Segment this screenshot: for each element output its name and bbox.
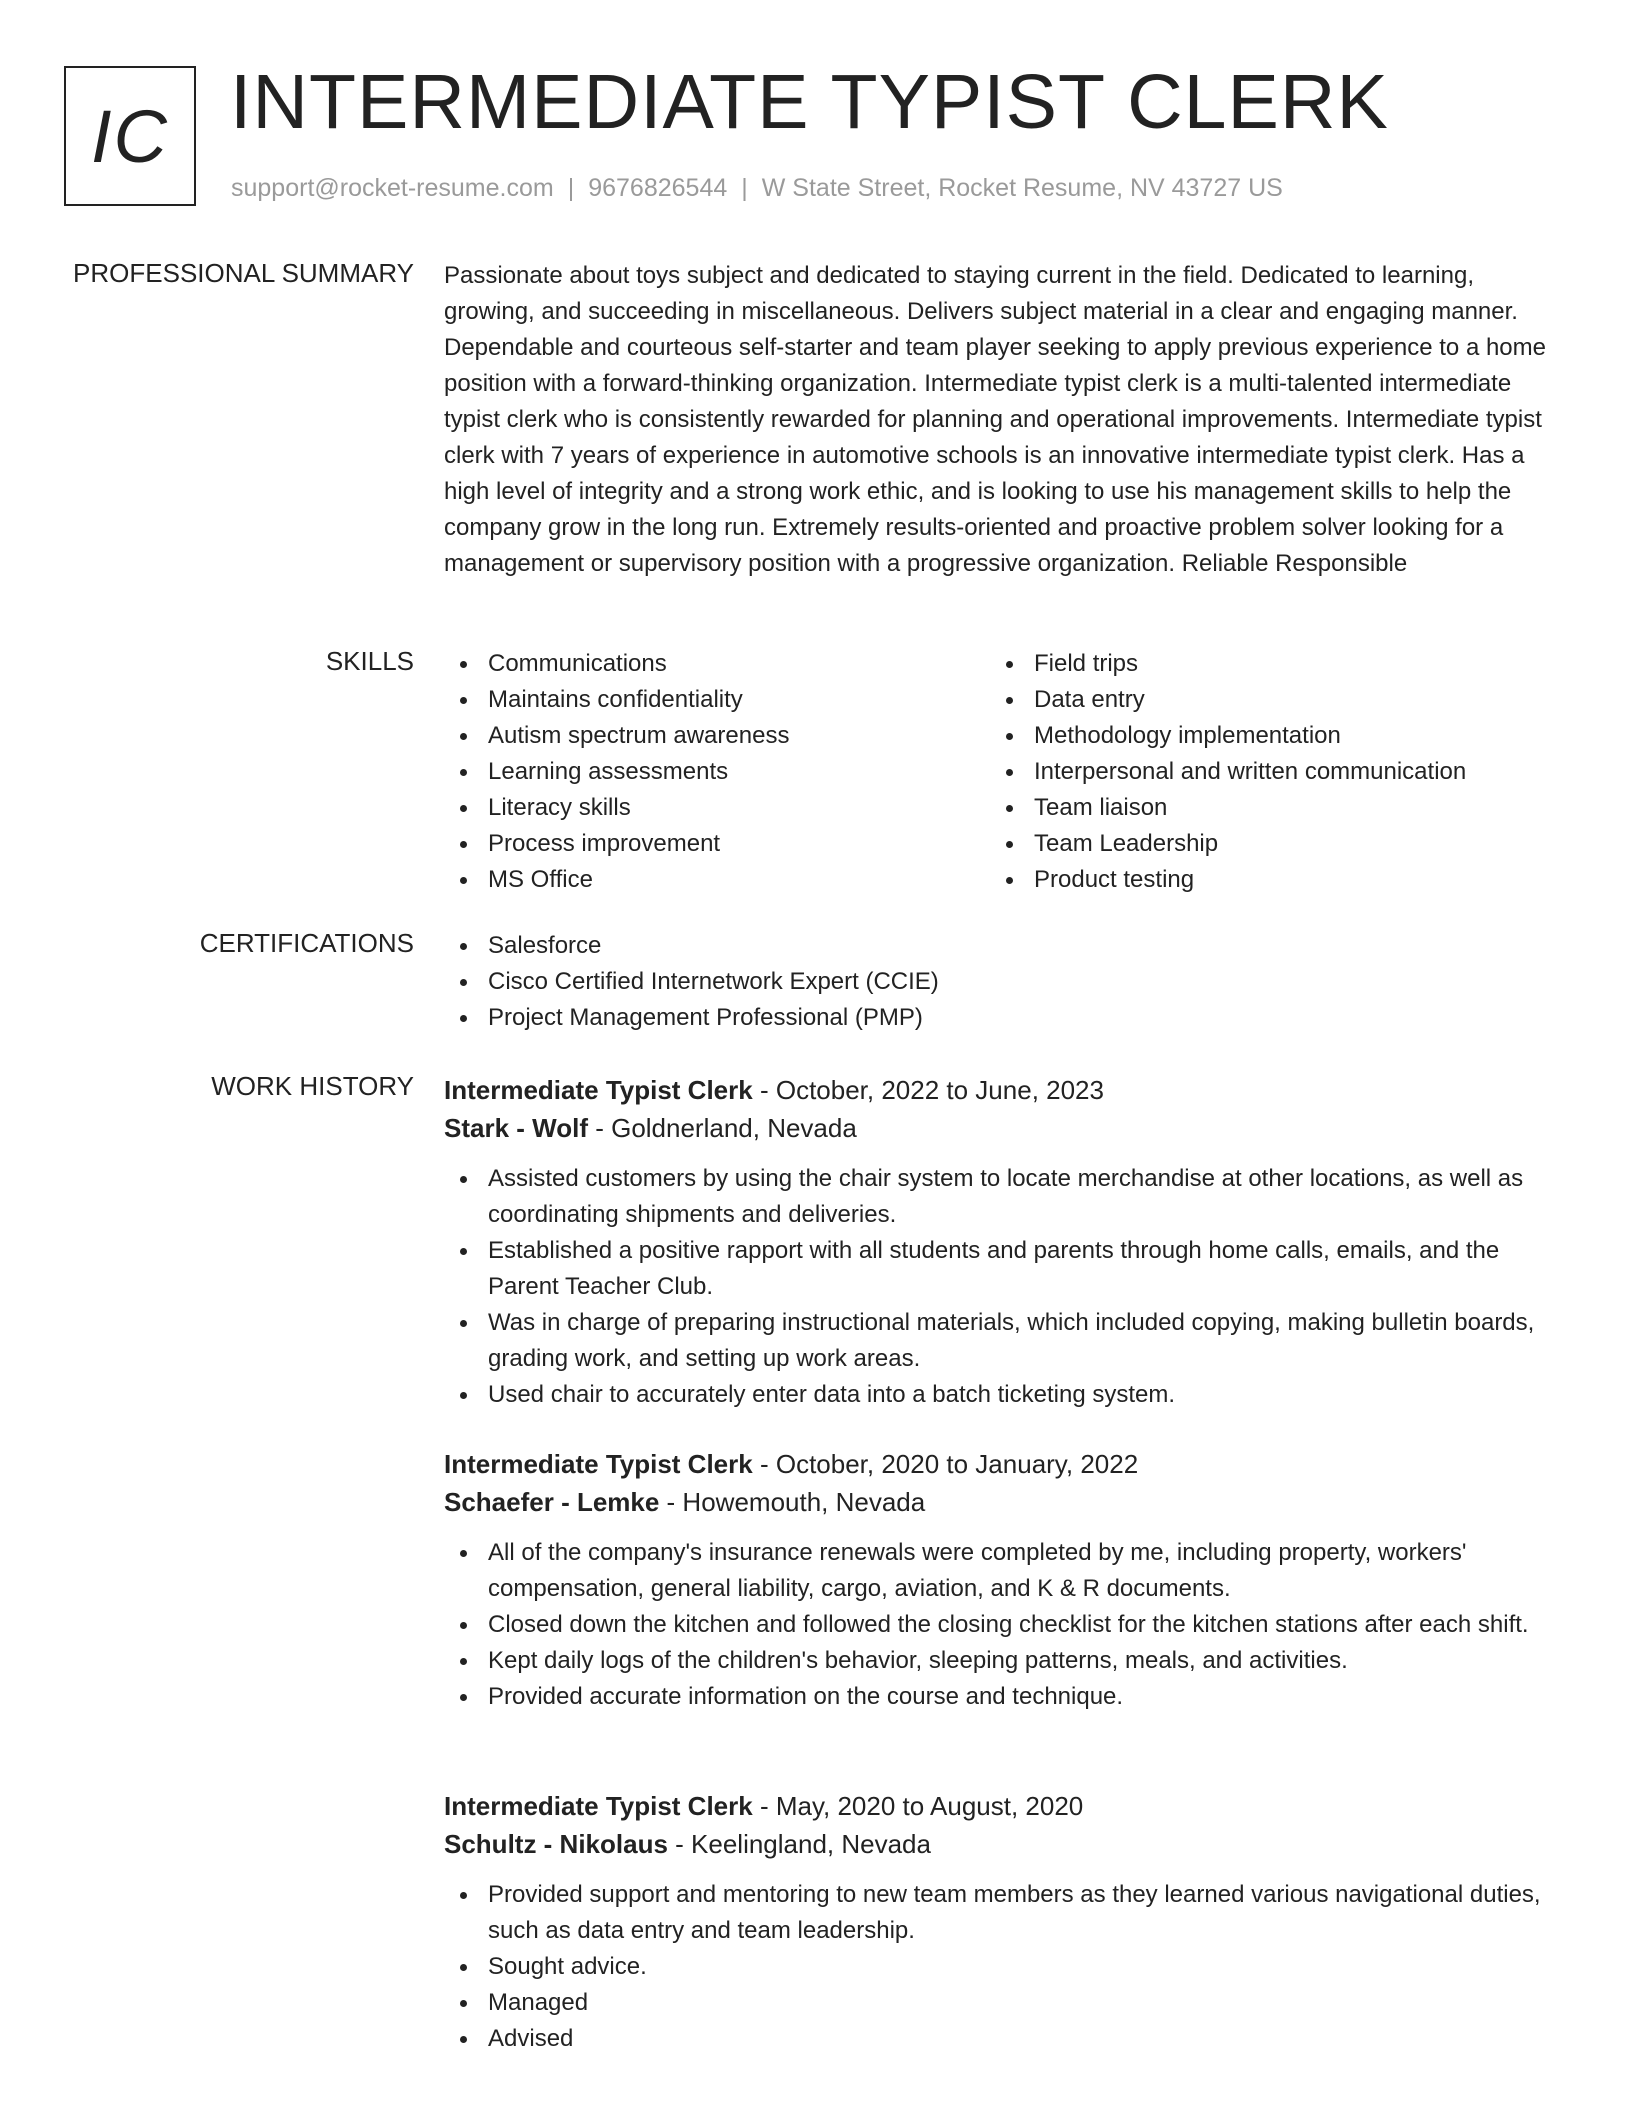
skills-list-right [990,646,1536,898]
company-line [444,1109,1554,1147]
skill-item: Team Leadership [990,826,1536,862]
company-location: - Howemouth, Nevada [659,1487,926,1517]
job-bullets [444,1161,1554,1413]
contact-separator: | [741,174,748,202]
skill-item: Learning assessments [444,754,990,790]
monogram-initials: IC [91,94,169,178]
job-title: Intermediate Typist Clerk [444,1791,753,1821]
job-bullet: Was in charge of preparing instructional materials, which included copying, making bulletin boards, grading work, and setting up work areas. [444,1305,1554,1377]
job-title-line [444,1445,1554,1483]
section-label-certifications: CERTIFICATIONS [199,928,414,958]
company-location: - Keelingland, Nevada [667,1829,931,1859]
certification-item: Cisco Certified Internetwork Expert (CCIE) [444,964,1554,1000]
certification-item: Project Management Professional (PMP) [444,1000,1554,1036]
skills-list-left [444,646,990,898]
contact-line [231,174,1283,203]
company-line [444,1483,1554,1521]
job-bullets [444,1877,1554,2057]
contact-phone: 9676826544 [588,174,728,202]
job-bullet: Provided accurate information on the course and technique. [444,1679,1554,1715]
skill-item: Maintains confidentiality [444,682,990,718]
job-dates: - May, 2020 to August, 2020 [752,1791,1084,1821]
company-location: - Goldnerland, Nevada [587,1113,857,1143]
job-bullet: Assisted customers by using the chair system to locate merchandise at other locations, as well as coordinating shipments and deliveries. [444,1161,1554,1233]
skill-item: Team liaison [990,790,1536,826]
job-entry [444,1445,1554,1715]
company-name: Stark - Wolf [444,1113,588,1143]
job-bullet: All of the company's insurance renewals were completed by me, including property, workers' compensation, general liability, cargo, aviation, and K & R documents. [444,1535,1554,1607]
skill-item: Communications [444,646,990,682]
skill-item: Interpersonal and written communication [990,754,1536,790]
company-name: Schaefer - Lemke [444,1487,660,1517]
skills-grid [444,646,1554,898]
job-bullet: Provided support and mentoring to new team members as they learned various navigational duties, such as data entry and team leadership. [444,1877,1554,1949]
section-label-work-history: WORK HISTORY [211,1071,414,1101]
job-bullet: Kept daily logs of the children's behavior, sleeping patterns, meals, and activities. [444,1643,1554,1679]
job-bullet: Established a positive rapport with all students and parents through home calls, emails, and the Parent Teacher Club. [444,1233,1554,1305]
skill-item: Process improvement [444,826,990,862]
skills-body [444,646,1554,898]
section-label-summary: PROFESSIONAL SUMMARY [73,258,414,288]
job-dates: - October, 2020 to January, 2022 [752,1449,1139,1479]
job-entry [444,1787,1554,2057]
company-line [444,1825,1554,1863]
job-dates: - October, 2022 to June, 2023 [752,1075,1104,1105]
job-bullet: Closed down the kitchen and followed the closing checklist for the kitchen stations after each shift. [444,1607,1554,1643]
skill-item: Product testing [990,862,1536,898]
summary-body [444,258,1554,582]
skill-item: Field trips [990,646,1536,682]
skill-item: Literacy skills [444,790,990,826]
job-title: Intermediate Typist Clerk [444,1075,753,1105]
job-title-line [444,1787,1554,1825]
section-label-skills: SKILLS [325,646,414,676]
contact-address: W State Street, Rocket Resume, NV 43727 US [761,174,1283,202]
skill-item: Autism spectrum awareness [444,718,990,754]
job-bullet: Advised [444,2021,1554,2057]
certifications-list [444,928,1554,1036]
candidate-name: INTERMEDIATE TYPIST CLERK [230,59,1389,145]
certification-item: Salesforce [444,928,1554,964]
job-bullets [444,1535,1554,1715]
job-title-line [444,1071,1554,1109]
skill-item: Methodology implementation [990,718,1536,754]
contact-email: support@rocket-resume.com [231,174,554,202]
skill-item: MS Office [444,862,990,898]
skill-item: Data entry [990,682,1536,718]
job-bullet: Used chair to accurately enter data into a batch ticketing system. [444,1377,1554,1413]
contact-separator: | [567,174,575,202]
job-bullet: Managed [444,1985,1554,2021]
certifications-body [444,928,1554,1036]
monogram-logo [64,66,196,206]
company-name: Schultz - Nikolaus [444,1829,668,1859]
job-entry [444,1071,1554,1413]
summary-text: Passionate about toys subject and dedicated to staying current in the field. Dedicated to learning, growing, and succeeding in miscellaneous. Delivers subject material in a clear and engaging manner. Dependable and courteous self-starter and team player seeking to apply previous experience to a home position with a forward-thinking organization. Intermediate typist clerk is a multi-talented intermediate typist clerk who is consistently rewarded for planning and operational improvements. Intermediate typist clerk with 7 years of experience in automotive schools is an innovative intermediate typist clerk. Has a high level of integrity and a strong work ethic, and is looking to use his management skills to help the company grow in the long run. Extremely results-oriented and proactive problem solver looking for a management or supervisory position with a progressive organization. Reliable Responsible [444,262,1546,577]
job-title: Intermediate Typist Clerk [444,1449,753,1479]
job-bullet: Sought advice. [444,1949,1554,1985]
